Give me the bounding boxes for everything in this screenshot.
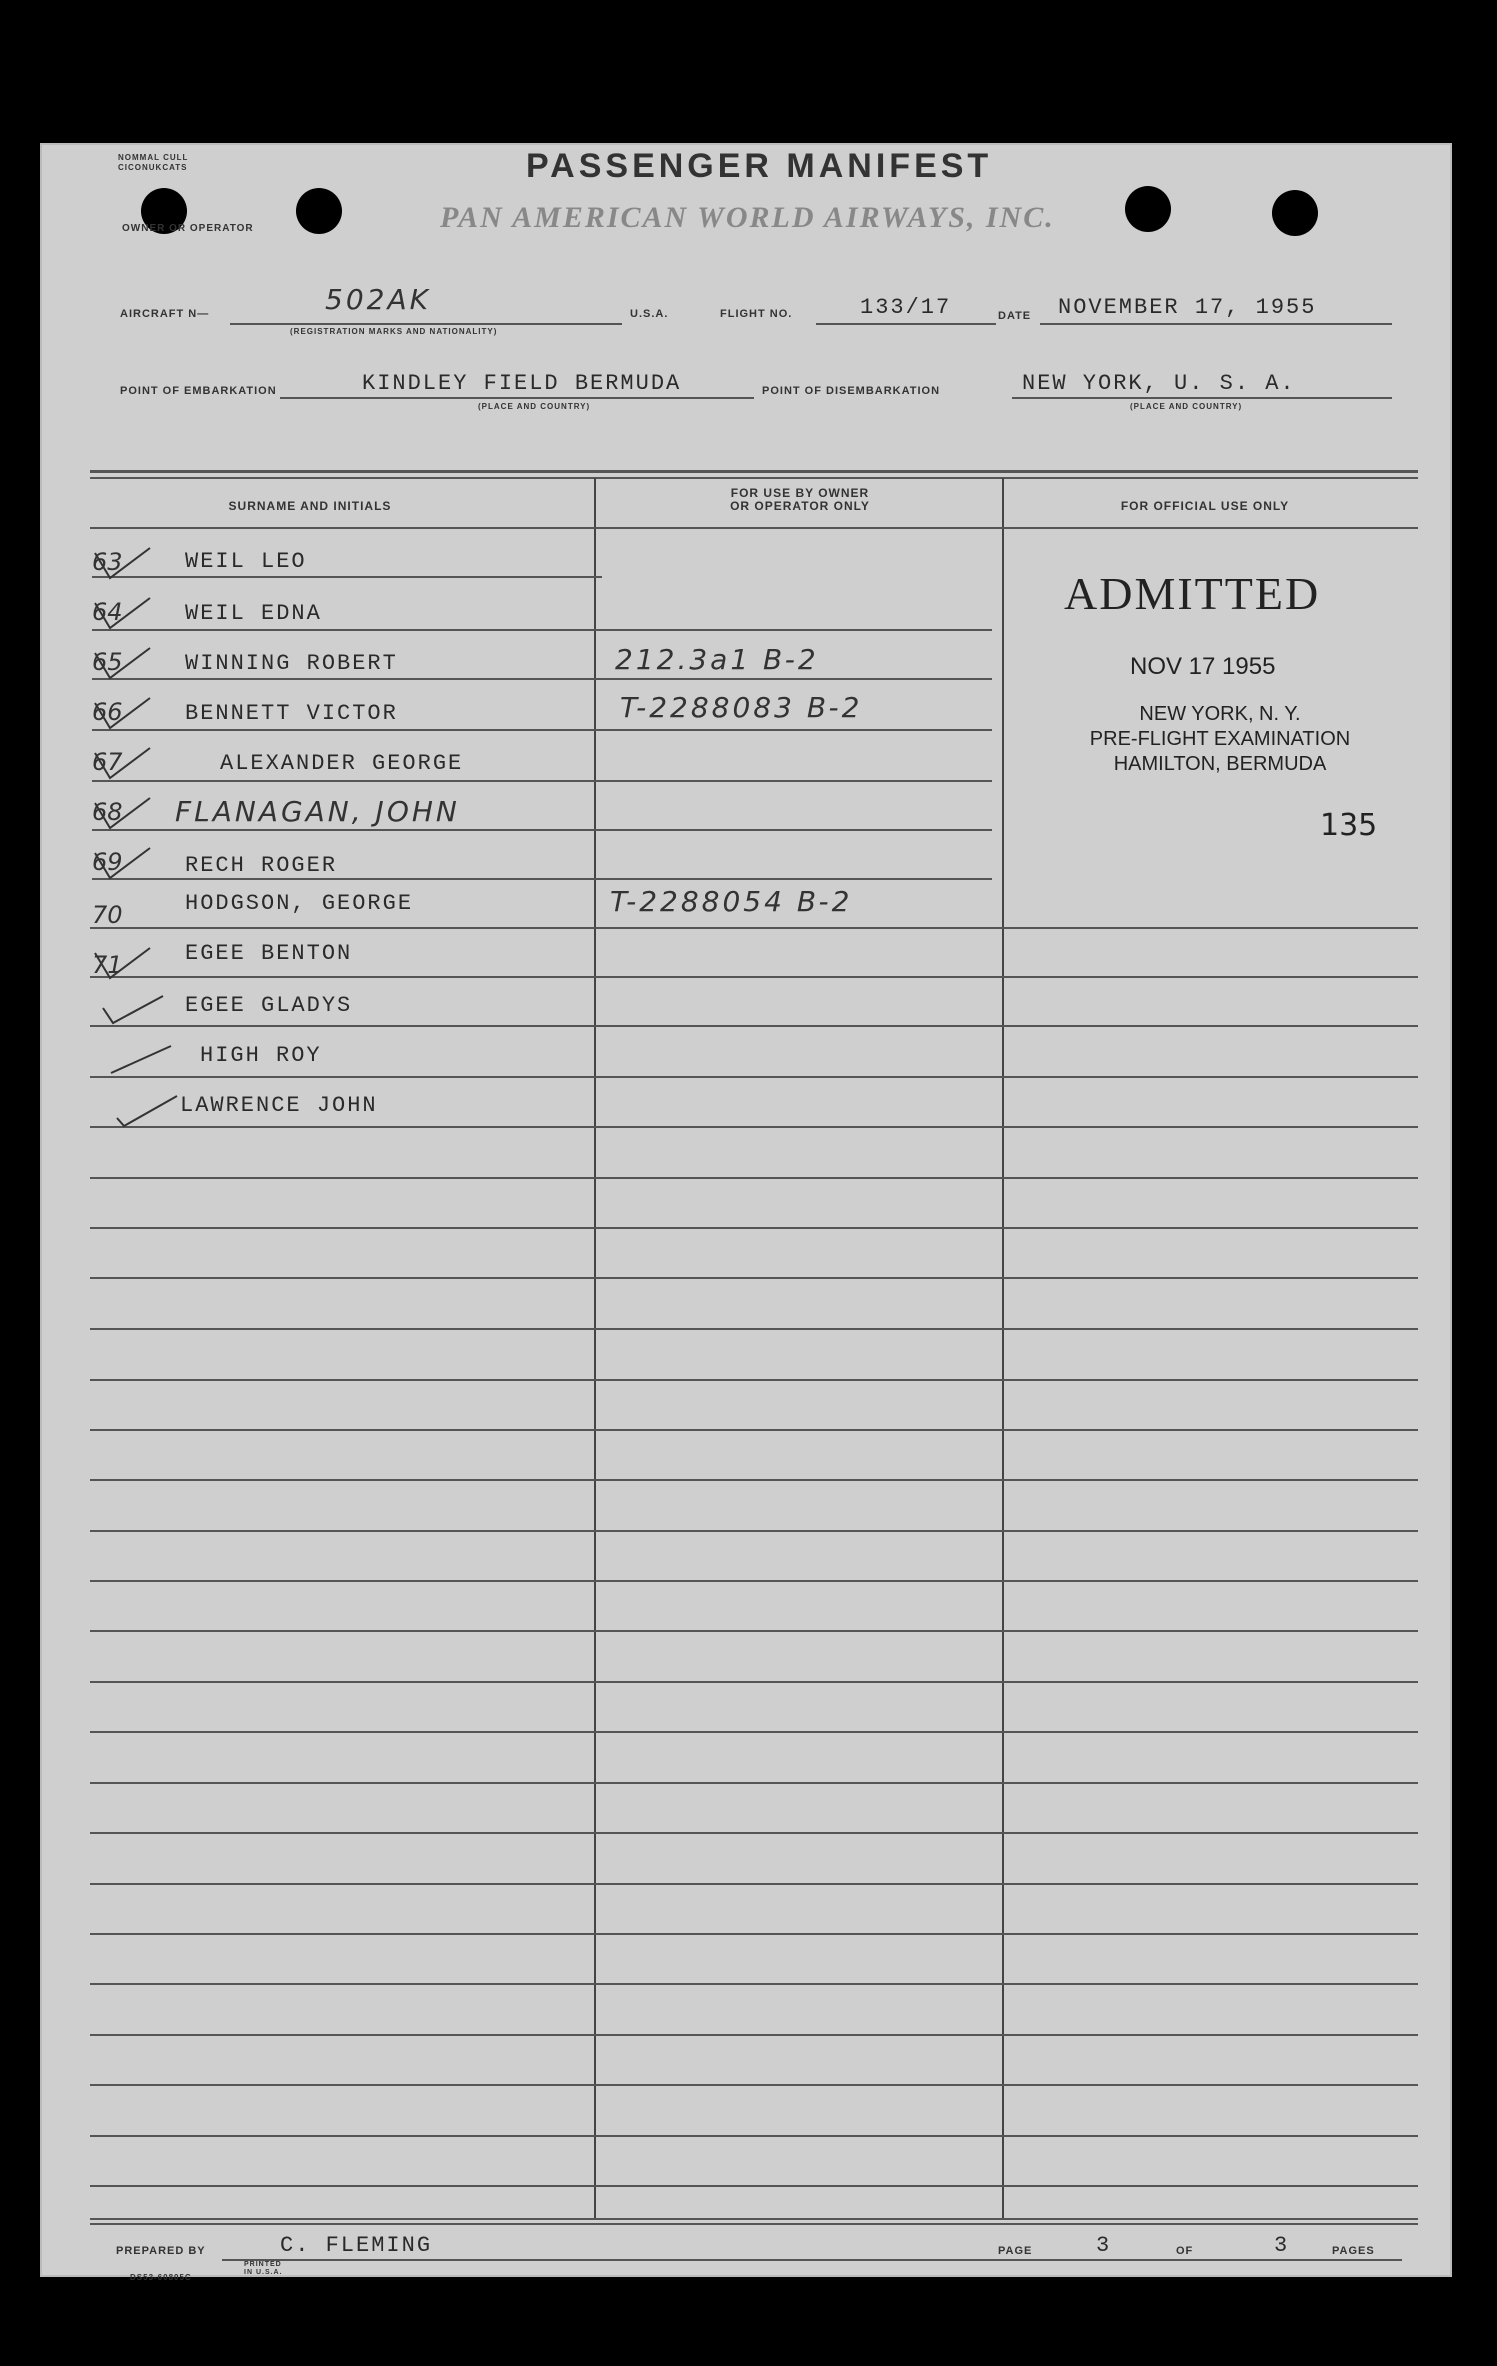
manifest-sheet: [40, 143, 1452, 2282]
date-label: DATE: [998, 310, 1032, 322]
row-number: 63: [92, 548, 123, 576]
flight-value: 133/17: [860, 295, 952, 320]
row-number: 71: [92, 951, 123, 979]
row-rule: [90, 1126, 1418, 1128]
row-rule: [90, 1630, 1418, 1632]
check-mark-icon: [106, 1038, 176, 1078]
check-mark-icon: [90, 643, 160, 683]
row-rule: [90, 1983, 1418, 1985]
table-bottom-rule: [90, 2223, 1418, 2225]
place-caption: (PLACE AND COUNTRY): [1130, 402, 1243, 411]
aircraft-value: 502AK: [325, 283, 431, 316]
passenger-note: T-2288054 B-2: [610, 885, 853, 918]
row-rule: [90, 1580, 1418, 1582]
form-code: DS53-60805C: [130, 2273, 192, 2282]
aircraft-underline: [230, 323, 622, 325]
stamp-date: NOV 17 1955: [1130, 653, 1276, 680]
table-top-rule: [90, 470, 1418, 473]
row-rule: [90, 976, 1418, 978]
row-rule: [92, 878, 992, 880]
row-rule: [90, 1933, 1418, 1935]
prepared-underline: [222, 2259, 1042, 2261]
disembark-value: NEW YORK, U. S. A.: [1022, 371, 1296, 396]
date-value: NOVEMBER 17, 1955: [1058, 295, 1317, 320]
top-left-code: NOMMAL CULL CICONUKCATS: [118, 153, 189, 172]
row-number: 64: [92, 598, 123, 626]
row-rule: [90, 1479, 1418, 1481]
aircraft-label: AIRCRAFT N—: [120, 308, 210, 320]
form-title: PASSENGER MANIFEST: [526, 147, 993, 185]
row-rule: [90, 2084, 1418, 2086]
column-divider: [1002, 478, 1004, 2218]
column-header-owner-line1: FOR USE BY OWNER: [730, 486, 870, 500]
page-value: 3: [1096, 2233, 1112, 2258]
passenger-note: T-2288083 B-2: [620, 691, 863, 724]
flight-underline: [816, 323, 996, 325]
embark-value: KINDLEY FIELD BERMUDA: [362, 371, 682, 396]
row-rule: [90, 1227, 1418, 1229]
passenger-name: WINNING ROBERT: [185, 651, 398, 676]
embark-label: POINT OF EMBARKATION: [120, 385, 277, 397]
row-rule: [90, 1379, 1418, 1381]
row-rule: [90, 1530, 1418, 1532]
passenger-name: RECH ROGER: [185, 853, 338, 878]
of-label: OF: [1176, 2245, 1194, 2257]
header-underline: [90, 527, 1418, 529]
stamp-line: PRE-FLIGHT EXAMINATION: [1089, 728, 1351, 750]
row-rule: [92, 729, 992, 731]
check-mark-icon: [90, 593, 160, 633]
passenger-note: 212.3a1 B-2: [615, 643, 819, 676]
printed-note: PRINTED IN U.S.A.: [244, 2261, 283, 2276]
embark-underline: [280, 397, 754, 399]
passenger-name: EGEE BENTON: [185, 941, 353, 966]
row-rule: [90, 1277, 1418, 1279]
row-rule: [90, 1883, 1418, 1885]
row-rule: [92, 678, 992, 680]
row-rule: [90, 2135, 1418, 2137]
row-number: 65: [92, 648, 123, 676]
check-mark-icon: [90, 743, 160, 783]
row-number: 67: [92, 748, 123, 776]
date-underline: [1040, 323, 1392, 325]
row-rule: [90, 2034, 1418, 2036]
row-rule: [90, 1429, 1418, 1431]
column-header-official: FOR OFFICIAL USE ONLY: [1120, 499, 1290, 513]
passenger-name: WEIL EDNA: [185, 601, 322, 626]
disembark-label: POINT OF DISEMBARKATION: [762, 385, 941, 397]
passenger-name: EGEE GLADYS: [185, 993, 353, 1018]
row-number: 68: [92, 798, 123, 826]
row-rule: [92, 629, 992, 631]
column-divider: [594, 478, 596, 2218]
row-rule: [90, 1832, 1418, 1834]
row-rule: [90, 2185, 1418, 2187]
row-rule: [92, 829, 992, 831]
row-number: 69: [92, 848, 123, 876]
row-rule: [92, 780, 992, 782]
passenger-name: LAWRENCE JOHN: [180, 1093, 378, 1118]
check-mark-icon: [90, 793, 160, 833]
admitted-stamp: ADMITTED: [1064, 568, 1321, 619]
row-rule: [90, 1782, 1418, 1784]
passenger-name: WEIL LEO: [185, 549, 307, 574]
prepared-value: C. FLEMING: [280, 2233, 433, 2258]
row-rule: [90, 927, 1418, 929]
disembark-underline: [1012, 397, 1392, 399]
passenger-name: FLANAGAN, JOHN: [175, 795, 460, 828]
check-mark-icon: [90, 693, 160, 733]
page-label: PAGE: [998, 2245, 1033, 2257]
stamp-line: HAMILTON, BERMUDA: [1113, 753, 1327, 775]
punch-hole: [1272, 190, 1318, 236]
column-header-owner-use: [640, 487, 960, 513]
check-mark-icon: [90, 843, 160, 883]
column-header-surname: SURNAME AND INITIALS: [228, 499, 392, 513]
pages-label: PAGES: [1332, 2245, 1375, 2257]
page-underline: [1042, 2259, 1402, 2261]
punch-hole: [296, 188, 342, 234]
passenger-name: HODGSON, GEORGE: [185, 891, 414, 916]
check-mark-icon: [90, 543, 160, 583]
passenger-name: BENNETT VICTOR: [185, 701, 398, 726]
row-rule: [92, 576, 602, 578]
row-rule: [90, 1681, 1418, 1683]
registration-caption: (REGISTRATION MARKS AND NATIONALITY): [290, 327, 498, 336]
passenger-name: HIGH ROY: [200, 1043, 322, 1068]
flight-label: FLIGHT NO.: [720, 308, 793, 320]
total-pages: 3: [1274, 2233, 1290, 2258]
row-rule: [90, 1076, 1418, 1078]
row-number: 70: [92, 901, 123, 929]
check-mark-icon: [98, 988, 168, 1028]
row-rule: [90, 1731, 1418, 1733]
check-mark-icon: [90, 943, 160, 983]
table-bottom-rule: [90, 2218, 1418, 2220]
table-top-rule: [90, 477, 1418, 479]
row-rule: [90, 1328, 1418, 1330]
stamp-number: 135: [1320, 808, 1378, 843]
place-caption: (PLACE AND COUNTRY): [478, 402, 591, 411]
row-rule: [90, 1025, 1418, 1027]
punch-hole: [1125, 186, 1171, 232]
passenger-name: ALEXANDER GEORGE: [220, 751, 464, 776]
airline-name: PAN AMERICAN WORLD AIRWAYS, INC.: [440, 201, 1055, 234]
owner-label: OWNER OR OPERATOR: [122, 223, 254, 234]
check-mark-icon: [112, 1088, 182, 1128]
stamp-line: NEW YORK, N. Y.: [1139, 703, 1301, 725]
usa-label: U.S.A.: [630, 308, 669, 320]
row-rule: [90, 1177, 1418, 1179]
row-number: 66: [92, 698, 123, 726]
column-header-owner-line2: OR OPERATOR ONLY: [730, 499, 870, 513]
prepared-label: PREPARED BY: [116, 2245, 206, 2257]
